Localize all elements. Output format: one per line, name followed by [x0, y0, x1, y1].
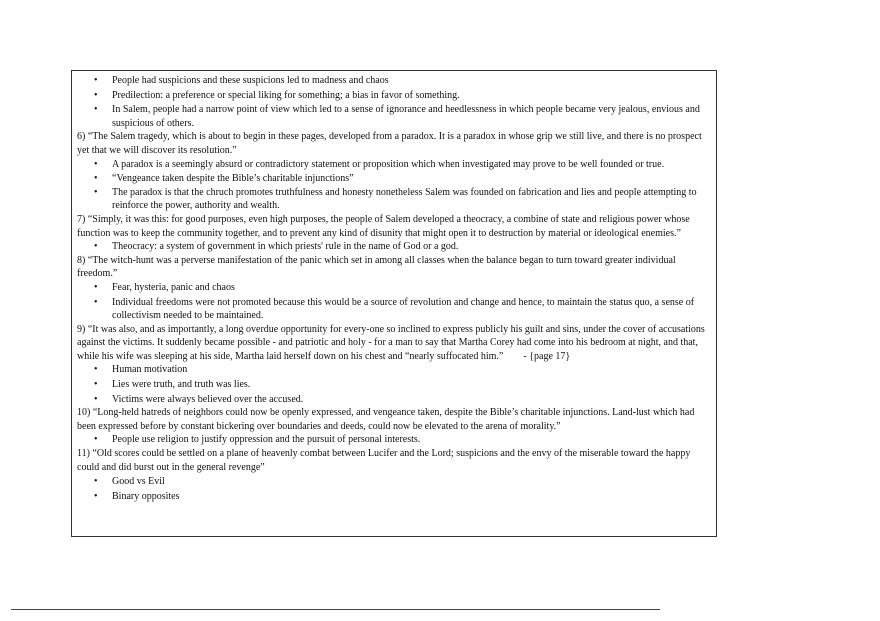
bullet-item: • In Salem, people had a narrow point of view which led to a sense of ignorance and heedlessness in which people became very jealous, envious and suspicious of others.: [94, 104, 700, 129]
footer-smudge: [663, 602, 665, 608]
quote-11: 11) “Old scores could be settled on a plane of heavenly combat between Lucifer and the Lord; suspicions and the envy of the miserable toward the happy could and did burst out in the general revenge”: [77, 448, 691, 473]
bullet-item: • “Vengeance taken despite the Bible’s charitable injunctions”: [94, 173, 354, 185]
bullet-icon: •: [94, 89, 98, 101]
quote-9: 9) “It was also, and as importantly, a long overdue opportunity for every-one so inclined to express publicly his guilt and sins, under the cover of accusations against the victims. It suddenly became possible - and patriotic and holy - for a man to say that Martha Corey had come into his bedroom at night, and that, while his wife was sleeping at his side, Martha laid herself down on his chest and “nearly suffocated him.” - {page 17}: [77, 323, 705, 362]
bullet-item: • People had suspicions and these suspicions led to madness and chaos: [94, 75, 389, 86]
bullet-icon: •: [94, 281, 98, 293]
quote-7: 7) “Simply, it was this: for good purposes, even high purposes, the people of Salem developed a theocracy, a combine of state and religious power whose function was to keep the community together, and to prevent any kind of disunity that might open it to destruction by material or ideological enemies.”: [77, 213, 690, 239]
bullet-item: • Binary opposites: [94, 490, 180, 502]
bullet-icon: •: [94, 393, 98, 405]
bullet-icon: •: [94, 434, 98, 446]
bullet-icon: •: [94, 186, 98, 198]
bullet-icon: •: [94, 241, 98, 253]
bullet-icon: •: [94, 296, 98, 308]
bullet-icon: •: [94, 104, 98, 116]
quote-6: 6) “The Salem tragedy, which is about to begin in these pages, developed from a paradox. It is a paradox in whose grip we still live, and there is no prospect yet that we will discover its resolution.”: [77, 131, 702, 156]
bullet-icon: •: [94, 75, 98, 86]
bullet-item: • Good vs Evil: [94, 476, 165, 488]
bullet-item: • People use religion to justify oppression and the pursuit of personal interests.: [94, 434, 421, 446]
bullet-item: • Theocracy: a system of government in which priests' rule in the name of God or a god.: [94, 241, 459, 253]
notes-box: [71, 70, 717, 537]
page-reference: - {page 17}: [523, 350, 571, 362]
bullet-item: • Victims were always believed over the accused.: [94, 393, 304, 405]
bullet-item: • Lies were truth, and truth was lies.: [94, 379, 251, 391]
bullet-item: • Fear, hysteria, panic and chaos: [94, 281, 235, 293]
quote-8: 8) “The witch-hunt was a perverse manifestation of the panic which set in among all classes when the balance began to turn toward greater individual freedom.”: [77, 254, 676, 280]
quote-10: 10) “Long-held hatreds of neighbors could now be openly expressed, and vengeance taken, despite the Bible’s charitable injunctions. Land-lust which had been expressed before by constant bickering over boundaries and deeds, could now be elevated to the arena of morality.”: [77, 407, 695, 432]
bullet-item: • Human motivation: [94, 364, 188, 376]
footer-rule: [11, 609, 660, 610]
bullet-icon: •: [94, 173, 98, 185]
bullet-item: • Predilection: a preference or special liking for something; a bias in favor of something.: [94, 89, 460, 101]
bullet-icon: •: [94, 476, 98, 488]
bullet-icon: •: [94, 158, 98, 170]
bullet-item: • The paradox is that the chruch promotes truthfulness and honesty nonetheless Salem was founded on fabrication and lies and people attempting to reinforce the power, authority and wealth.: [94, 186, 697, 212]
bullet-item: • A paradox is a seemingly absurd or contradictory statement or proposition which when investigated may prove to be well founded or true.: [94, 158, 665, 170]
bullet-icon: •: [94, 490, 98, 502]
bullet-item: • Individual freedoms were not promoted because this would be a source of revolution and change and hence, to maintain the status quo, a sense of collectivism needed to be maintained.: [94, 296, 695, 322]
bullet-icon: •: [94, 379, 98, 391]
bullet-icon: •: [94, 364, 98, 376]
